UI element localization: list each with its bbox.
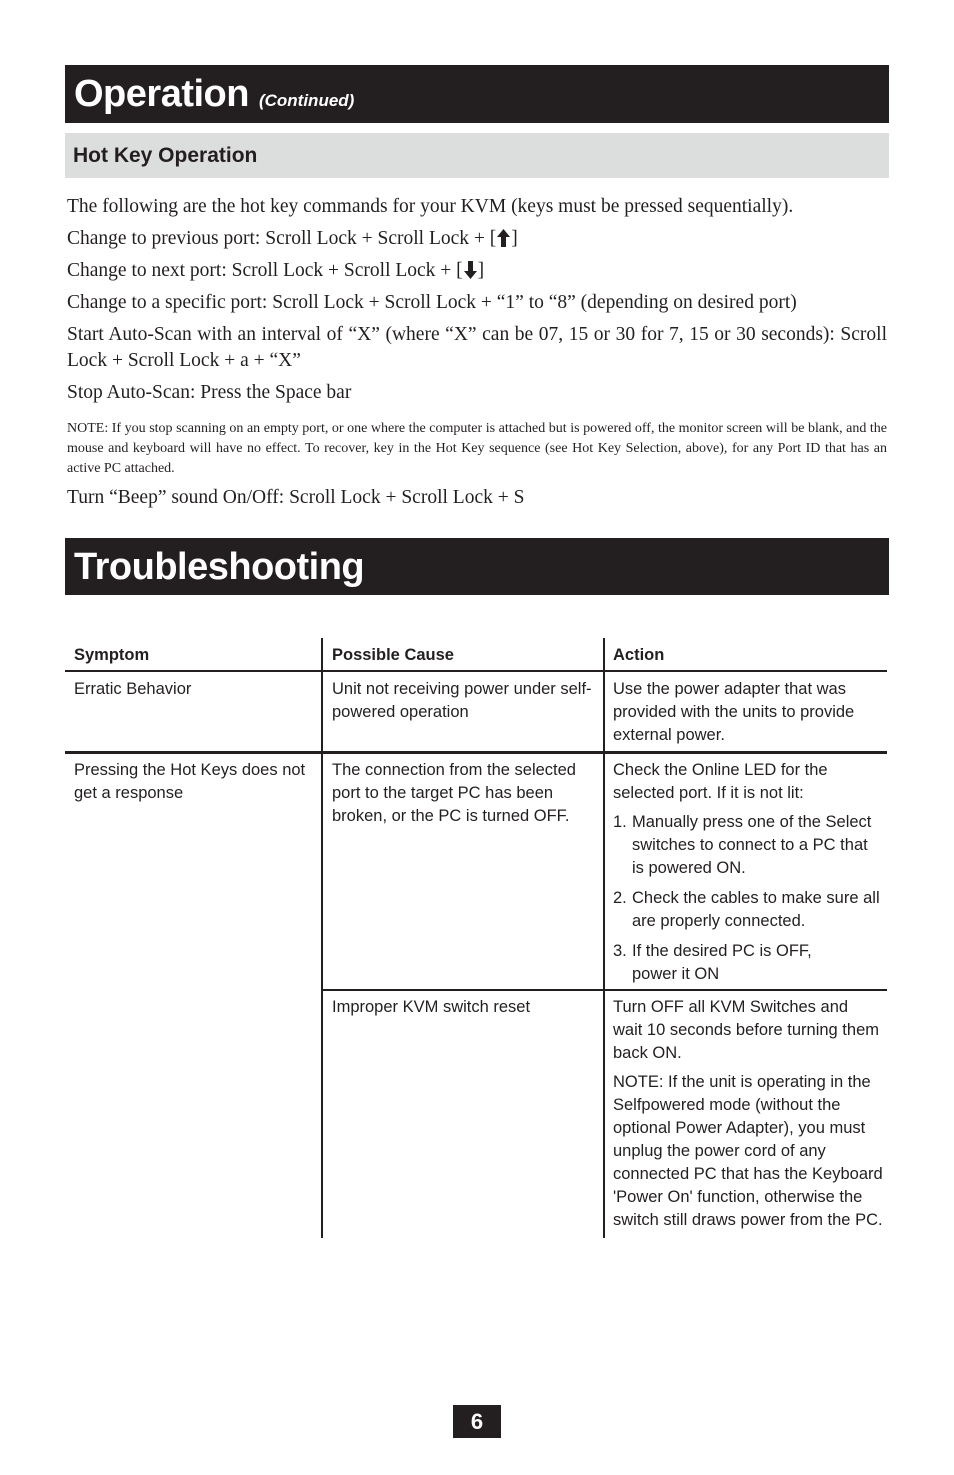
row3-note-line: optional Power Adapter), you must bbox=[613, 1119, 866, 1137]
row2-cause-line: The connection from the selected bbox=[332, 761, 576, 779]
column-divider bbox=[321, 638, 323, 1238]
step-1 bbox=[613, 811, 883, 880]
next-port-command bbox=[67, 258, 887, 284]
step-line: If the desired PC is OFF, bbox=[632, 942, 812, 960]
troubleshooting-banner bbox=[65, 538, 889, 595]
row1-action-line: provided with the units to provide bbox=[613, 703, 855, 721]
row1-symptom: Erratic Behavior bbox=[74, 680, 192, 698]
auto-scan-command: Start Auto-Scan with an interval of “X” (where “X” can be 07, 15 or 30 for 7, 15 or 30 seconds): Scroll Lock + Scroll Lock + a + “X” bbox=[67, 324, 887, 371]
action-header: Action bbox=[613, 646, 665, 664]
row2-symptom-line: Pressing the Hot Keys does not bbox=[74, 761, 306, 779]
page-number: 6 bbox=[453, 1405, 501, 1438]
up-arrow-icon bbox=[497, 229, 510, 247]
down-arrow-icon bbox=[464, 261, 477, 279]
step-number: 3. bbox=[613, 942, 627, 960]
next-port-text: Change to next port: Scroll Lock + Scroll Lock + [ bbox=[67, 260, 463, 281]
row2-action-line: selected port. If it is not lit: bbox=[613, 784, 804, 802]
column-divider bbox=[603, 638, 605, 1238]
step-line: are properly connected. bbox=[632, 912, 806, 930]
step-line: Check the cables to make sure all bbox=[632, 889, 880, 907]
cause-header: Possible Cause bbox=[332, 646, 454, 664]
row3-action-line: Turn OFF all KVM Switches and bbox=[613, 998, 849, 1016]
continued-label: (Continued) bbox=[258, 91, 355, 110]
row3-note-line: NOTE: If the unit is operating in the bbox=[613, 1073, 871, 1091]
operation-banner bbox=[65, 65, 889, 123]
row-rule bbox=[322, 989, 887, 991]
step-number: 2. bbox=[613, 889, 627, 907]
step-line: power it ON bbox=[632, 965, 720, 983]
symptom-header: Symptom bbox=[74, 646, 150, 664]
row1-cause-line: powered operation bbox=[332, 703, 469, 721]
scan-note: NOTE: If you stop scanning on an empty port, or one where the computer is attached but is powered off, the monitor screen will be blank, and the mouse and keyboard will have no effect. To recover, key in the Hot Key sequence (see Hot Key Selection, above), for any Port ID that has an active PC attached. bbox=[67, 421, 887, 476]
row2-cause-line: port to the target PC has been bbox=[332, 784, 554, 802]
specific-port-command: Change to a specific port: Scroll Lock + Scroll Lock + “1” to “8” (depending on desired port) bbox=[67, 292, 797, 313]
step-number: 1. bbox=[613, 813, 627, 831]
operation-title: Operation bbox=[74, 73, 249, 115]
step-2 bbox=[613, 887, 883, 933]
row1-action-line: external power. bbox=[613, 726, 725, 744]
row1-cause-line: Unit not receiving power under self- bbox=[332, 680, 592, 698]
row1-action-line: Use the power adapter that was bbox=[613, 680, 846, 698]
stop-scan-command: Stop Auto-Scan: Press the Space bar bbox=[67, 382, 352, 403]
step-line: switches to connect to a PC that bbox=[632, 836, 868, 854]
previous-port-text: Change to previous port: Scroll Lock + Scroll Lock + [ bbox=[67, 228, 497, 249]
intro-paragraph: The following are the hot key commands for your KVM (keys must be pressed sequentially). bbox=[67, 196, 794, 217]
step-line: Manually press one of the Select bbox=[632, 813, 872, 831]
beep-command: Turn “Beep” sound On/Off: Scroll Lock + Scroll Lock + S bbox=[67, 487, 525, 508]
row3-note-line: 'Power On' function, otherwise the bbox=[613, 1188, 863, 1206]
row3-note-line: unplug the power cord of any bbox=[613, 1142, 826, 1160]
row3-cause: Improper KVM switch reset bbox=[332, 998, 531, 1016]
hot-key-operation-heading: Hot Key Operation bbox=[65, 133, 889, 178]
row2-symptom-line: get a response bbox=[74, 784, 184, 802]
row-rule bbox=[65, 751, 887, 754]
row3-action-line: back ON. bbox=[613, 1044, 682, 1062]
row2-cause-line: broken, or the PC is turned OFF. bbox=[332, 807, 570, 825]
header-rule bbox=[65, 670, 887, 672]
row3-note-line: connected PC that has the Keyboard bbox=[613, 1165, 883, 1183]
row2-action-line: Check the Online LED for the bbox=[613, 761, 828, 779]
troubleshooting-table bbox=[65, 638, 887, 1238]
row3-action-line: wait 10 seconds before turning them bbox=[613, 1021, 879, 1039]
step-line: is powered ON. bbox=[632, 859, 746, 877]
troubleshooting-title: Troubleshooting bbox=[74, 546, 365, 588]
row3-note-line: switch still draws power from the PC. bbox=[613, 1211, 883, 1229]
row3-note-line: Selfpowered mode (without the bbox=[613, 1096, 841, 1114]
next-port-close: ] bbox=[477, 260, 485, 281]
step-3 bbox=[613, 940, 883, 986]
previous-port-close: ] bbox=[511, 228, 518, 249]
previous-port-command bbox=[67, 226, 887, 252]
